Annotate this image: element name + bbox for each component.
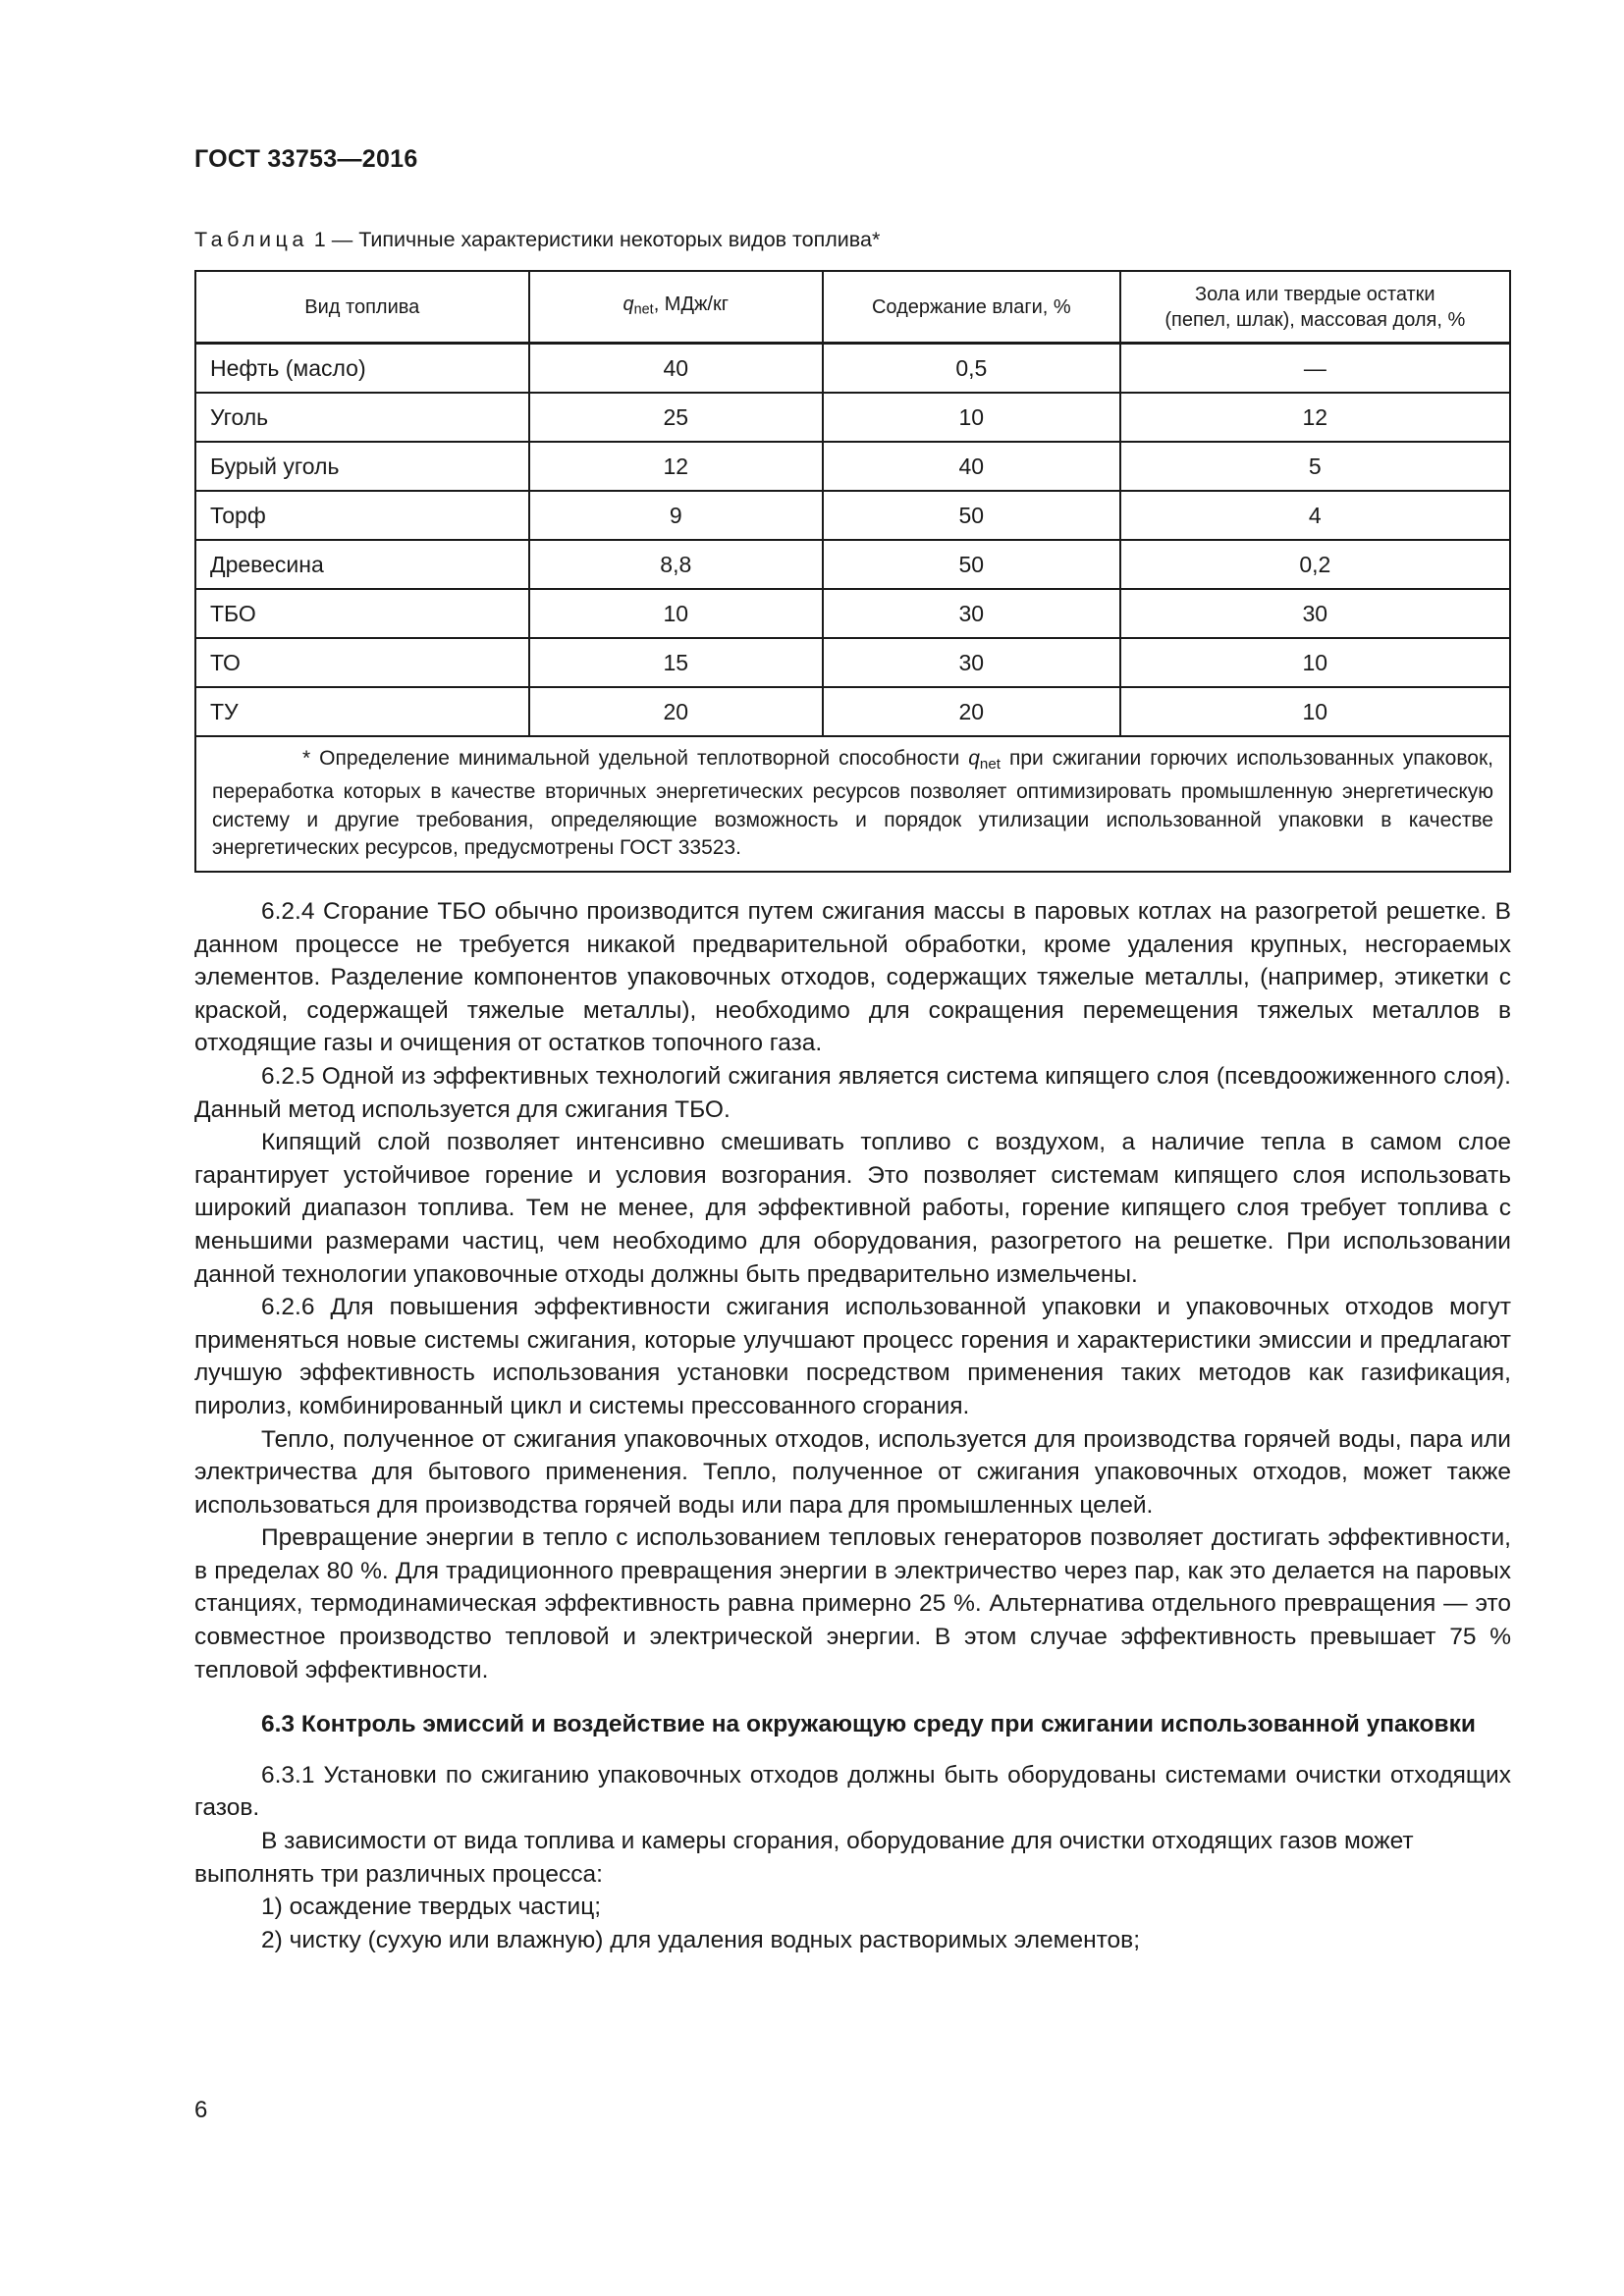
cell-moisture: 0,5 [823, 344, 1120, 394]
column-header-qnet [529, 271, 823, 344]
cell-moisture: 10 [823, 393, 1120, 442]
paragraph-energy-conversion: Превращение энергии в тепло с использованием тепловых генераторов позволяет достигать эффективности, в пределах 80 %. Для традиционного превращения энергии в электричество через пар, как это делается на паровых станциях, термодинамическая эффективность равна примерно 25 %. Альтернатива отдельного превращения — это совместное производство тепловой и электрической энергии. В этом случае эффективность превышает 75 % тепловой эффективности. [194, 1524, 1511, 1683]
cell-moisture: 20 [823, 687, 1120, 736]
cell-fuel: ТО [195, 638, 529, 687]
cell-ash: 10 [1120, 638, 1510, 687]
ash-header-line2: (пепел, шлак), массовая доля, % [1164, 308, 1466, 331]
cell-qnet: 10 [529, 589, 823, 638]
table-row [195, 344, 1510, 394]
table-row [195, 540, 1510, 589]
table-row [195, 393, 1510, 442]
table-caption-text: 1 — Типичные характеристики некоторых видов топлива* [307, 228, 881, 251]
paragraph-6-2-6: 6.2.6 Для повышения эффективности сжигания использованной упаковки и упаковочных отходов могут применяться новые системы сжигания, которые улучшают процесс горения и характеристики эмиссии и предлагают лучшую эффективность использования установки посредством применения таких методов как газификация, пиролиз, комбинированный цикл и системы прессованного сгорания. [194, 1294, 1511, 1419]
list-item: 1) осаждение твердых частиц; [261, 1894, 602, 1921]
footnote-text-before: * Определение минимальной удельной теплотворной способности [302, 747, 969, 770]
list-item: 2) чистку (сухую или влажную) для удаления водных растворимых элементов; [261, 1926, 1141, 1953]
cell-qnet: 12 [529, 442, 823, 491]
cell-ash: 30 [1120, 589, 1510, 638]
table-row [195, 442, 1510, 491]
cell-ash: 4 [1120, 491, 1510, 540]
cell-fuel: ТУ [195, 687, 529, 736]
body-text [194, 895, 1511, 1956]
cell-ash: 10 [1120, 687, 1510, 736]
cell-moisture: 30 [823, 638, 1120, 687]
paragraph-fluidized-bed: Кипящий слой позволяет интенсивно смешивать топливо с воздухом, а наличие тепла в самом слое гарантирует устойчивое горение и условия возгорания. Это позволяет системам кипящего слоя использовать широкий диапазон топлива. Тем не менее, для эффективной работы, горение кипящего слоя требует топлива с меньшими размерами частиц, чем необходимо для оборудования, разогретого на решетке. При использовании данной технологии упаковочные отходы должны быть предварительно измельчены. [194, 1129, 1511, 1288]
table-row [195, 589, 1510, 638]
standard-header: ГОСТ 33753—2016 [194, 145, 418, 173]
table-row [195, 687, 1510, 736]
cell-qnet: 40 [529, 344, 823, 394]
table-caption [194, 228, 880, 252]
table-footnote-row [195, 736, 1510, 872]
footnote-qnet-symbol: q [968, 747, 980, 770]
paragraph-6-2-4: 6.2.4 Сгорание ТБО обычно производится путем сжигания массы в паровых котлах на разогретой решетке. В данном процессе не требуется никакой предварительной обработки, кроме удаления крупных, несгораемых элементов. Разделение компонентов упаковочных отходов, содержащих тяжелые металлы, (например, этикетки с краской, содержащей тяжелые металлы), необходимо для сокращения перемещения тяжелых металлов в отходящие газы и очищения от остатков топочного газа. [194, 898, 1511, 1057]
paragraph-6-2-5: 6.2.5 Одной из эффективных технологий сжигания является система кипящего слоя (псевдоожиженного слоя). Данный метод используется для сжигания ТБО. [194, 1062, 1511, 1123]
cell-qnet: 9 [529, 491, 823, 540]
table-caption-label: Таблица [194, 228, 308, 251]
cell-qnet: 25 [529, 393, 823, 442]
cell-fuel: Уголь [195, 393, 529, 442]
cell-ash: 5 [1120, 442, 1510, 491]
cell-qnet: 8,8 [529, 540, 823, 589]
paragraph-heat-use: Тепло, полученное от сжигания упаковочных отходов, используется для производства горячей воды, пара или электричества для бытового применения. Тепло, полученное от сжигания упаковочных отходов, может также использоваться для производства горячей воды или пара для промышленных целей. [194, 1425, 1511, 1519]
cell-ash: — [1120, 344, 1510, 394]
cell-fuel: Нефть (масло) [195, 344, 529, 394]
cell-ash: 12 [1120, 393, 1510, 442]
fuel-characteristics-table [194, 270, 1511, 873]
cell-moisture: 30 [823, 589, 1120, 638]
cell-qnet: 20 [529, 687, 823, 736]
cell-qnet: 15 [529, 638, 823, 687]
section-heading-6-3: 6.3 Контроль эмиссий и воздействие на окружающую среду при сжигании использованной упаковки [261, 1711, 1476, 1738]
column-header-fuel-type: Вид топлива [195, 271, 529, 344]
cell-ash: 0,2 [1120, 540, 1510, 589]
cell-moisture: 50 [823, 540, 1120, 589]
cell-fuel: Бурый уголь [195, 442, 529, 491]
page-number: 6 [194, 2097, 208, 2123]
column-header-moisture: Содержание влаги, % [823, 271, 1120, 344]
paragraph-processes-intro: В зависимости от вида топлива и камеры сгорания, оборудование для очистки отходящих газов может выполнять три различных процесса: [194, 1828, 1414, 1888]
cell-moisture: 50 [823, 491, 1120, 540]
footnote-qnet-subscript: net [979, 755, 1001, 773]
footnote-text-after: при сжигании горючих использованных упаковок, переработка которых в качестве вторичных энергетических ресурсов позволяет оптимизировать промышленную энергетическую систему и другие требования, определяющие возможность и порядок утилизации использованной упаковки в качестве энергетических ресурсов, предусмотрены ГОСТ 33523. [212, 747, 1493, 860]
ash-header-line1: Зола или твердые остатки [1195, 283, 1435, 305]
qnet-unit: , МДж/кг [653, 293, 729, 315]
table-row [195, 638, 1510, 687]
cell-fuel: ТБО [195, 589, 529, 638]
table-footnote [195, 736, 1510, 872]
cell-fuel: Торф [195, 491, 529, 540]
column-header-ash [1120, 271, 1510, 344]
paragraph-6-3-1: 6.3.1 Установки по сжиганию упаковочных отходов должны быть оборудованы системами очистки отходящих газов. [194, 1761, 1511, 1822]
qnet-symbol: q [623, 293, 634, 315]
table-header-row [195, 271, 1510, 344]
table-row [195, 491, 1510, 540]
cell-moisture: 40 [823, 442, 1120, 491]
cell-fuel: Древесина [195, 540, 529, 589]
qnet-subscript: net [633, 301, 654, 318]
